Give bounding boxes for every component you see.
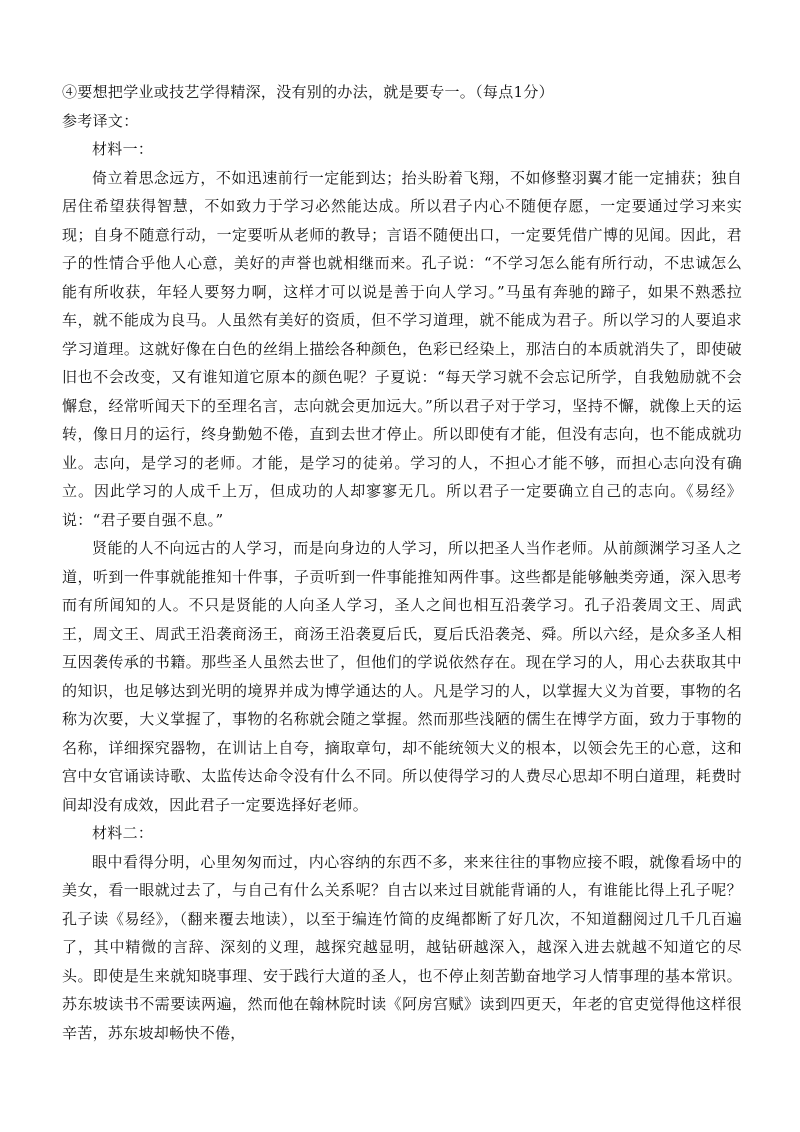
material-one-section	[62, 135, 742, 819]
material-one-heading: 材料一：	[92, 140, 154, 158]
material-two-section	[62, 819, 742, 1047]
translation-label: 参考译文：	[62, 111, 139, 130]
material-two-paragraph-1: 眼中看得分明，心里匆匆而过，内心容纳的东西不多，来来往往的事物应接不暇，就像看场中的美女，看一眼就过去了，与自己有什么关系呢？自古以来过目就能背诵的人，有谁能比得上孔子呢？孔子读《易经》，（翻来覆去地读），以至于编连竹简的皮绳都断了好几次，不知道翻阅过几千几百遍了，其中精微的言辞、深刻的义理，越探究越显明，越钻研越深入，越深入进去就越不知道它的尽头。即使是生来就知晓事理、安于践行大道的圣人，也不停止刻苦勤奋地学习人情事理的基本常识。苏东坡读书不需要读两遍，然而他在翰林院时读《阿房宫赋》读到四更天，年老的官吏觉得他这样很辛苦，苏东坡却畅快不倦，	[62, 852, 742, 1042]
material-two-heading: 材料二：	[92, 824, 154, 842]
material-one-paragraph-1: 倚立着思念远方，不如迅速前行一定能到达；抬头盼着飞翔，不如修整羽翼才能一定捕获；独自居住希望获得智慧，不如致力于学习必然能达成。所以君子内心不随便存愿，一定要通过学习来实现；自身不随意行动，一定要听从老师的教导；言语不随便出口，一定要凭借广博的见闻。因此，君子的性情合乎他人心意，美好的声誉也就相继而来。孔子说：“不学习怎么能有所行动，不忠诚怎么能有所收获，年轻人要努力啊，这样才可以说是善于向人学习。”马虽有奔驰的蹄子，如果不熟悉拉车，就不能成为良马。人虽然有美好的资质，但不学习道理，就不能成为君子。所以学习的人要追求学习道理。这就好像在白色的丝绢上描绘各种颜色，色彩已经染上，那洁白的本质就消失了，即使破旧也不会改变，又有谁知道它原本的颜色呢？子夏说：“每天学习就不会忘记所学，自我勉励就不会懈怠，经常听闻天下的至理名言，志向就会更加远大。”所以君子对于学习，坚持不懈，就像上天的运转，像日月的运行，终身勤勉不倦，直到去世才停止。所以即使有才能，但没有志向，也不能成就功业。志向，是学习的老师。才能，是学习的徒弟。学习的人，不担心才能不够，而担心志向没有确立。因此学习的人成千上万，但成功的人却寥寥无几。所以君子一定要确立自己的志向。《易经》说：“君子要自强不息。”	[62, 168, 742, 529]
answer-point-line: ④要想把学业或技艺学得精深，没有别的办法，就是要专一。（每点1分）	[62, 83, 554, 101]
document-page	[62, 78, 742, 1047]
material-one-paragraph-2: 贤能的人不向远古的人学习，而是向身边的人学习，所以把圣人当作老师。从前颜渊学习圣人之道，听到一件事就能推知十件事，子贡听到一件事能推知两件事。这些都是能够触类旁通，深入思考而有所闻知的人。不只是贤能的人向圣人学习，圣人之间也相互沿袭学习。孔子沿袭周文王、周武王，周文王、周武王沿袭商汤王，商汤王沿袭夏后氏，夏后氏沿袭尧、舜。所以六经，是众多圣人相互因袭传承的书籍。那些圣人虽然去世了，但他们的学说依然存在。现在学习的人，用心去获取其中的知识，也足够达到光明的境界并成为博学通达的人。凡是学习的人，以掌握大义为首要，事物的名称为次要，大义掌握了，事物的名称就会随之掌握。然而那些浅陋的儒生在博学方面，致力于事物的名称，详细探究器物，在训诂上自夸，摘取章句，却不能统领大义的根本，以领会先王的心意，这和宫中女官诵读诗歌、太监传达命令没有什么不同。所以使得学习的人费尽心思却不明白道理，耗费时间却没有成效，因此君子一定要选择好老师。	[62, 539, 742, 814]
